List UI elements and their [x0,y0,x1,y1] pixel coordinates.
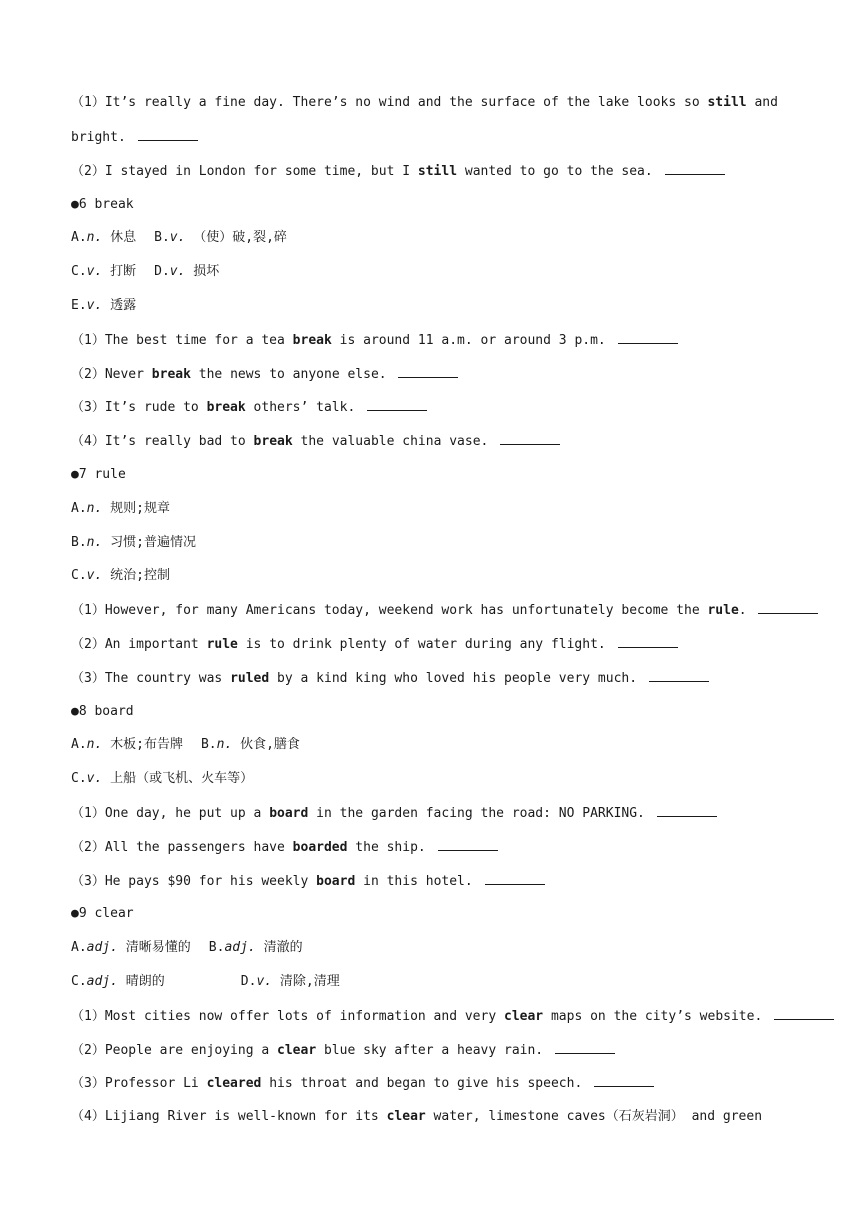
word-heading [71,196,134,214]
part-of-speech: v. [256,974,273,989]
answer-blank[interactable] [138,128,198,141]
text: by a kind king who loved his people very much. [269,671,645,686]
text: A. [71,940,87,955]
text: ●9 clear [71,906,134,921]
text: C. [71,771,87,786]
text: ●6 break [71,197,134,212]
text: the valuable china vase. [292,434,497,449]
text: （4）Lijiang River is well-known for its [71,1109,387,1124]
part-of-speech: v. [86,298,103,313]
text: （1）The best time for a tea [71,333,293,348]
question-line [71,1108,762,1126]
text: water, limestone caves（石灰岩洞） and green [425,1109,763,1124]
part-of-speech: v. [86,264,103,279]
keyword: break [253,434,293,449]
text: 木板;布告牌 [102,737,183,752]
text: （2）I stayed in London for some time, but I [71,164,418,179]
text: A. [71,501,87,516]
part-of-speech: adj. [224,940,256,955]
question-line [71,838,498,856]
text: （2）All the passengers have [71,840,293,855]
question-line [71,669,709,687]
text: （1）One day, he put up a [71,806,270,821]
question-line [71,872,545,890]
keyword: still [707,95,747,110]
text: is to drink plenty of water during any flight. [237,637,614,652]
text: B. [208,940,225,955]
text: 清澈的 [255,940,303,955]
text: A. [71,230,87,245]
question-line [71,94,778,112]
text: 休息 [102,230,137,245]
part-of-speech: v. [169,230,186,245]
answer-blank[interactable] [649,669,709,682]
answer-blank[interactable] [618,331,678,344]
text: 上船（或飞机、火车等） [102,771,254,786]
answer-blank[interactable] [438,838,498,851]
text: others’ talk. [245,400,364,415]
text: C. [71,264,87,279]
question-line [71,635,678,653]
word-heading [71,905,134,923]
text: maps on the city’s website. [543,1009,771,1024]
question-line [71,365,458,383]
keyword: break [206,400,246,415]
text: 伙食,膳食 [232,737,300,752]
part-of-speech: v. [86,568,103,583]
text: （3）Professor Li [71,1076,207,1091]
question-line [71,1041,615,1059]
text: （3）He pays $90 for his weekly [71,874,317,889]
definition-options [71,567,170,585]
text: （2）People are enjoying a [71,1043,278,1058]
question-line [71,1007,834,1025]
text: and [746,95,778,110]
text: （2）An important [71,637,207,652]
text: 习惯;普遍情况 [102,535,196,550]
definition-options [71,973,340,991]
answer-blank[interactable] [555,1041,615,1054]
keyword: board [316,874,356,889]
keyword: still [417,164,458,179]
part-of-speech: n. [86,230,103,245]
text: B. [71,535,87,550]
answer-blank[interactable] [665,162,725,175]
answer-blank[interactable] [774,1007,834,1020]
text: C. [71,568,87,583]
text: （1）It’s really a fine day. There’s no wind and the surface of the lake looks so [71,95,708,110]
text: bright. [71,130,134,145]
part-of-speech: n. [86,501,103,516]
text: wanted to go to the sea. [457,164,661,179]
text: 打断 [102,264,137,279]
definition-options [71,770,253,788]
question-line [71,601,818,619]
question-line [71,1074,654,1092]
keyword: clear [386,1109,426,1124]
part-of-speech: n. [86,737,103,752]
keyword: rule [707,603,739,618]
answer-blank[interactable] [758,601,818,614]
keyword: rule [206,637,238,652]
part-of-speech: adj. [86,974,118,989]
text: 透露 [102,298,137,313]
text: 统治;控制 [102,568,170,583]
question-line [71,128,198,146]
definition-options [71,736,300,754]
definition-options [71,297,136,315]
text: D. [154,264,170,279]
answer-blank[interactable] [657,804,717,817]
text: （3）It’s rude to [71,400,207,415]
text: 清晰易懂的 [117,940,191,955]
part-of-speech: v. [86,771,103,786]
word-heading [71,703,134,721]
definition-options [71,229,287,247]
keyword: cleared [206,1076,262,1091]
text: E. [71,298,87,313]
answer-blank[interactable] [618,635,678,648]
question-line [71,398,427,416]
text: his throat and began to give his speech. [261,1076,591,1091]
text: （2）Never [71,367,152,382]
definition-options [71,939,303,957]
text: 损坏 [185,264,220,279]
text: 晴朗的 [117,974,165,989]
answer-blank[interactable] [398,365,458,378]
text: ●8 board [71,704,134,719]
text: B. [200,737,217,752]
answer-blank[interactable] [500,432,560,445]
part-of-speech: v. [169,264,186,279]
keyword: clear [504,1009,544,1024]
text: in the garden facing the road: NO PARKING. [308,806,653,821]
text: C. [71,974,87,989]
question-line [71,162,725,180]
part-of-speech: adj. [86,940,118,955]
keyword: boarded [292,840,348,855]
part-of-speech: n. [86,535,103,550]
text: （1）Most cities now offer lots of information and very [71,1009,504,1024]
definition-options [71,500,170,518]
definition-options [71,534,196,552]
keyword: break [151,367,191,382]
text: （使）破,裂,碎 [185,230,287,245]
text: blue sky after a heavy rain. [316,1043,551,1058]
answer-blank[interactable] [485,872,545,885]
word-heading [71,466,126,484]
keyword: clear [277,1043,317,1058]
part-of-speech: n. [216,737,233,752]
text: the ship. [347,840,434,855]
text: in this hotel. [355,874,481,889]
text: 规则;规章 [102,501,170,516]
text: . [738,603,755,618]
text: 清除,清理 [272,974,340,989]
keyword: ruled [230,671,270,686]
text: （4）It’s really bad to [71,434,254,449]
text: ●7 rule [71,467,126,482]
answer-blank[interactable] [367,398,427,411]
answer-blank[interactable] [594,1074,654,1087]
text: is around 11 a.m. or around 3 p.m. [331,333,614,348]
keyword: board [269,806,309,821]
question-line [71,331,678,349]
text: D. [240,974,257,989]
question-line [71,804,717,822]
keyword: break [292,333,332,348]
text: （3）The country was [71,671,231,686]
text: A. [71,737,87,752]
definition-options [71,263,219,281]
question-line [71,432,560,450]
text: B. [154,230,170,245]
text: the news to anyone else. [190,367,395,382]
text: （1）However, for many Americans today, weekend work has unfortunately become the [71,603,708,618]
